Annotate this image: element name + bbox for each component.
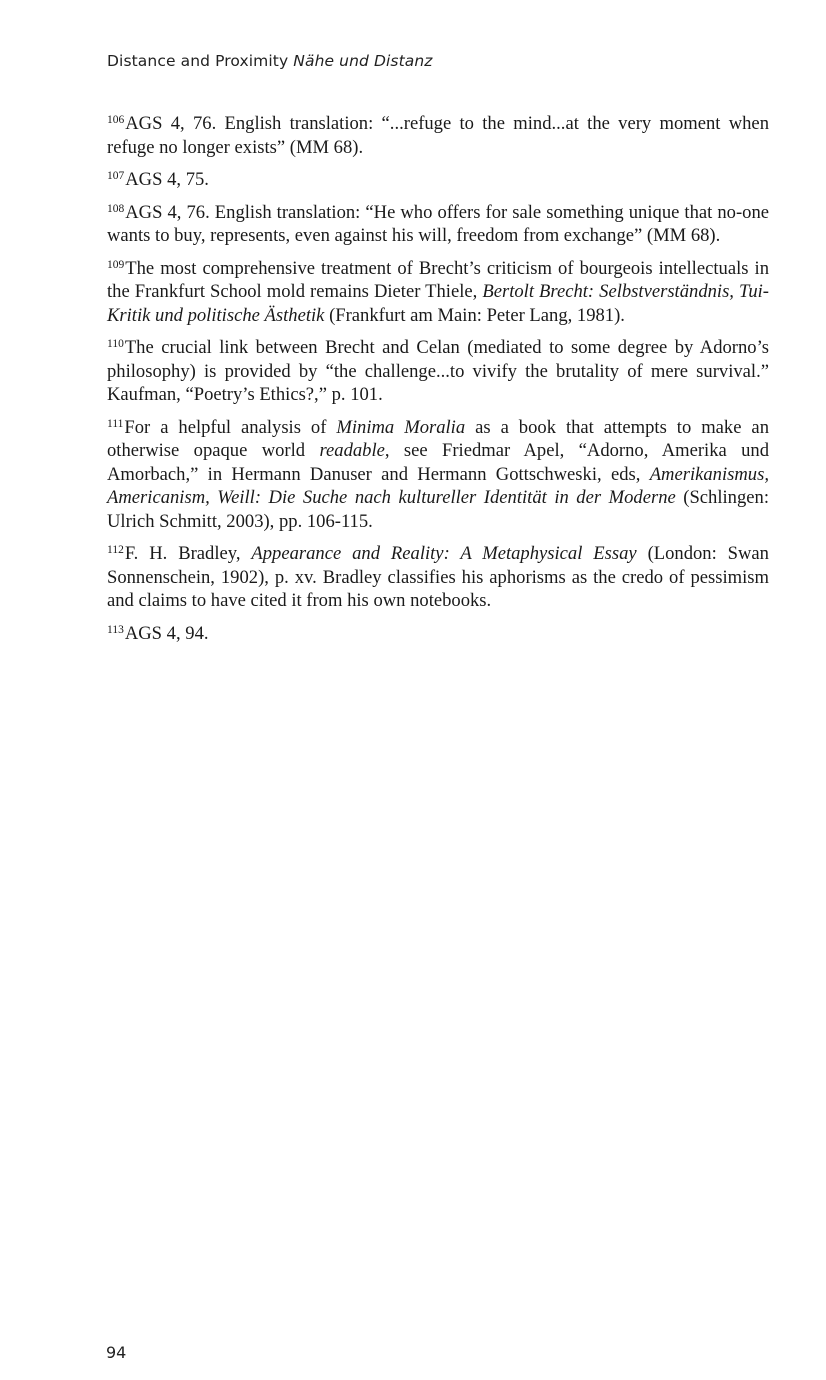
footnote-text: (London: Swan Sonnenschein, 1902), p. xv. Bradley classifies his aphorisms as the credo of pessimism and claims to have cited it from his own notebooks. [107,543,769,611]
running-head-title-en: Distance and Proximity [107,52,289,70]
footnote-text: The crucial link between Brecht and Celan (mediated to some degree by Adorno’s philosophy) is provided by “the challenge...to vivify the brutality of mere survival.” Kaufman, “Poetry’s Ethics?,” p. 101. [107,337,769,405]
footnote-number: 113 [107,623,124,636]
page-number: 94 [106,1343,127,1362]
footnote-text: as a book that attempts to make an otherwise opaque world [107,416,769,461]
footnote-text: For a helpful analysis of [124,416,337,438]
footnote-italic-text: Amerikanismus, Americanism, Weill: Die Suche nach kultureller Identität in der Moderne [107,463,769,508]
footnote-number: 111 [107,417,124,430]
footnote-text: (Schlingen: Ulrich Schmitt, 2003), pp. 106-115. [107,487,769,532]
running-head [107,52,433,70]
footnote-italic-text: readable [319,440,385,461]
running-head-title-de: Nähe und Distanz [293,52,433,70]
footnote-number: 109 [107,258,125,271]
footnote-text: AGS 4, 76. English translation: “...refuge to the mind...at the very moment when refuge no longer exists” (MM 68). [107,113,769,158]
footnote-italic-text: Minima Moralia [336,416,466,438]
footnote-text: AGS 4, 76. English translation: “He who offers for sale something unique that no-one wants to buy, represents, even against his will, freedom from exchange” (MM 68). [107,201,769,246]
footnote-number: 108 [107,202,125,215]
footnote [107,336,769,407]
footnote-number: 110 [107,338,124,350]
footnote-text: AGS 4, 75. [125,169,209,190]
footnote-italic-text: Bertolt Brecht: Selbstverständnis, Tui-Kritik und politische Ästhetik [107,281,769,326]
footnote-number: 107 [107,170,125,182]
footnote-text: F. H. Bradley, [124,543,252,564]
footnote-text: AGS 4, 94. [124,622,209,644]
footnote-text: (Frankfurt am Main: Peter Lang, 1981). [324,304,625,326]
footnote-text: , see Friedmar Apel, “Adorno, Amerika und Amorbach,” in Hermann Danuser and Hermann Gottschweski, eds, [107,440,770,485]
footnotes-list [107,112,769,654]
footnote-italic-text: Appearance and Reality: A Metaphysical Essay [251,543,637,564]
footnote [107,201,769,248]
footnote-number: 106 [107,114,125,126]
footnote [107,622,769,646]
footnote-text: The most comprehensive treatment of Brecht’s criticism of bourgeois intellectuals in the Frankfurt School mold remains Dieter Thiele, [107,257,769,302]
footnote-number: 112 [107,544,124,556]
footnote [107,112,769,159]
footnote [107,168,769,192]
footnote [107,416,769,534]
footnote [107,542,769,613]
footnote [107,257,769,328]
